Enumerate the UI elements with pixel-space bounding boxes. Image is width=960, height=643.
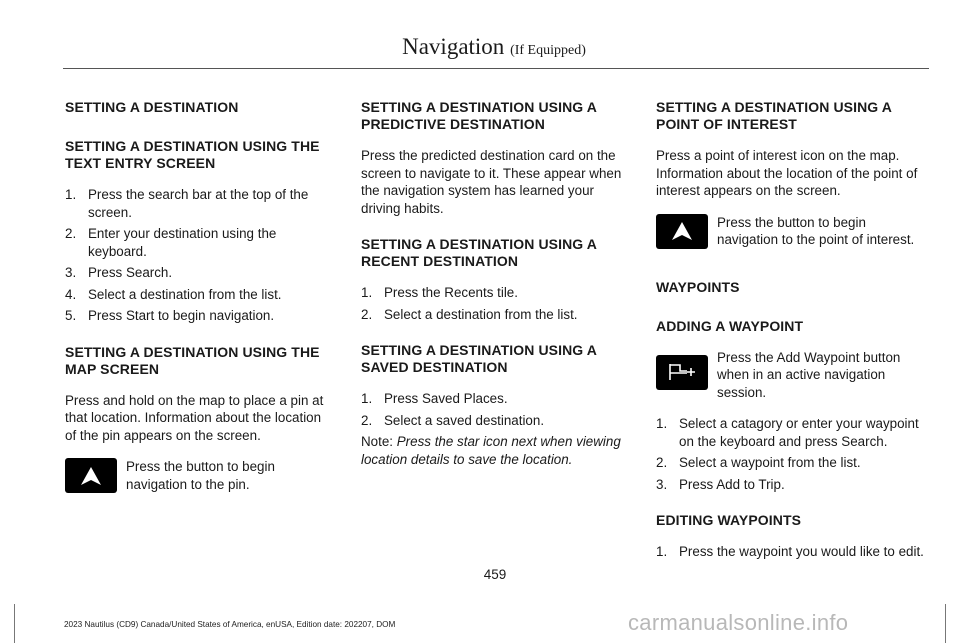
text-entry-steps [65,186,335,325]
crop-mark [945,604,946,643]
heading-adding-waypoint: ADDING A WAYPOINT [656,317,804,334]
poi-nav-row [656,214,926,249]
page-number: 459 [483,567,507,582]
poi-nav-text: Press the button to begin navigation to the point of interest. [717,214,915,247]
header-rule [63,68,929,69]
predictive-paragraph: Press the predicted destination card on the screen to navigate to it. These appear when the navigation system has learned your driving habits. [361,148,622,216]
column-3 [656,99,926,565]
navigation-arrow-icon [65,458,117,493]
heading-recent: SETTING A DESTINATION USING A RECENT DESTINATION [361,236,597,269]
pin-nav-text: Press the button to begin navigation to the pin. [126,459,275,492]
list-item: 1. Press Saved Places. [361,391,508,406]
list-item: 1. Select a catagory or enter your waypoint on the keyboard and press Search. [656,416,919,449]
heading-editing-waypoints: EDITING WAYPOINTS [656,512,802,528]
saved-steps [361,390,631,429]
add-waypoint-row [656,349,926,402]
list-item: 2. Select a waypoint from the list. [656,455,861,470]
column-1 [65,99,335,493]
list-item: 1. Press the waypoint you would like to edit. [656,544,924,559]
add-waypoint-flag-icon [656,355,708,390]
list-item: 1. Press the search bar at the top of the screen. [65,187,309,220]
heading-saved: SETTING A DESTINATION USING A SAVED DESTINATION [361,342,597,375]
list-item: 5. Press Start to begin navigation. [65,308,275,323]
pin-nav-row [65,458,335,493]
heading-text-entry: SETTING A DESTINATION USING THE TEXT ENTRY SCREEN [65,138,320,171]
footer-text: 2023 Nautilus (CD9) Canada/United States of America, enUSA, Edition date: 202207, DOM [64,620,396,629]
heading-predictive: SETTING A DESTINATION USING A PREDICTIVE DESTINATION [361,99,597,132]
list-item: 2. Select a saved destination. [361,412,545,428]
list-item: 3. Press Search. [65,265,173,280]
note [361,433,631,468]
list-item: 3. Press Add to Trip. [656,476,785,492]
heading-poi: SETTING A DESTINATION USING A POINT OF INTEREST [656,99,892,132]
list-item: 2. Select a destination from the list. [361,306,578,322]
add-waypoint-steps [656,415,926,493]
note-label: Note: [361,434,394,449]
add-waypoint-text: Press the Add Waypoint button when in an active navigation session. [717,349,901,400]
heading-setting-destination: SETTING A DESTINATION [65,99,239,115]
list-item: 1. Press the Recents tile. [361,285,518,300]
list-item: 2. Enter your destination using the keyboard. [65,226,277,259]
poi-paragraph: Press a point of interest icon on the map. Information about the location of the point of interest appears on the screen. [656,148,918,198]
navigation-arrow-icon [656,214,708,249]
note-text: Press the star icon next when viewing location details to save the location. [361,434,621,467]
list-item: 4. Select a destination from the list. [65,286,282,302]
watermark: carmanualsonline.info [628,610,849,635]
map-paragraph: Press and hold on the map to place a pin at that location. Information about the location of the pin appears on the screen. [65,392,324,443]
page-subtitle: (If Equipped) [510,43,586,58]
crop-mark [14,604,15,643]
recent-steps [361,284,631,323]
edit-waypoint-steps [656,543,926,561]
page-title: Navigation [402,34,505,59]
page-header [0,34,960,60]
heading-waypoints: WAYPOINTS [656,278,740,295]
heading-map-screen: SETTING A DESTINATION USING THE MAP SCREEN [65,343,320,377]
column-2 [361,99,631,468]
